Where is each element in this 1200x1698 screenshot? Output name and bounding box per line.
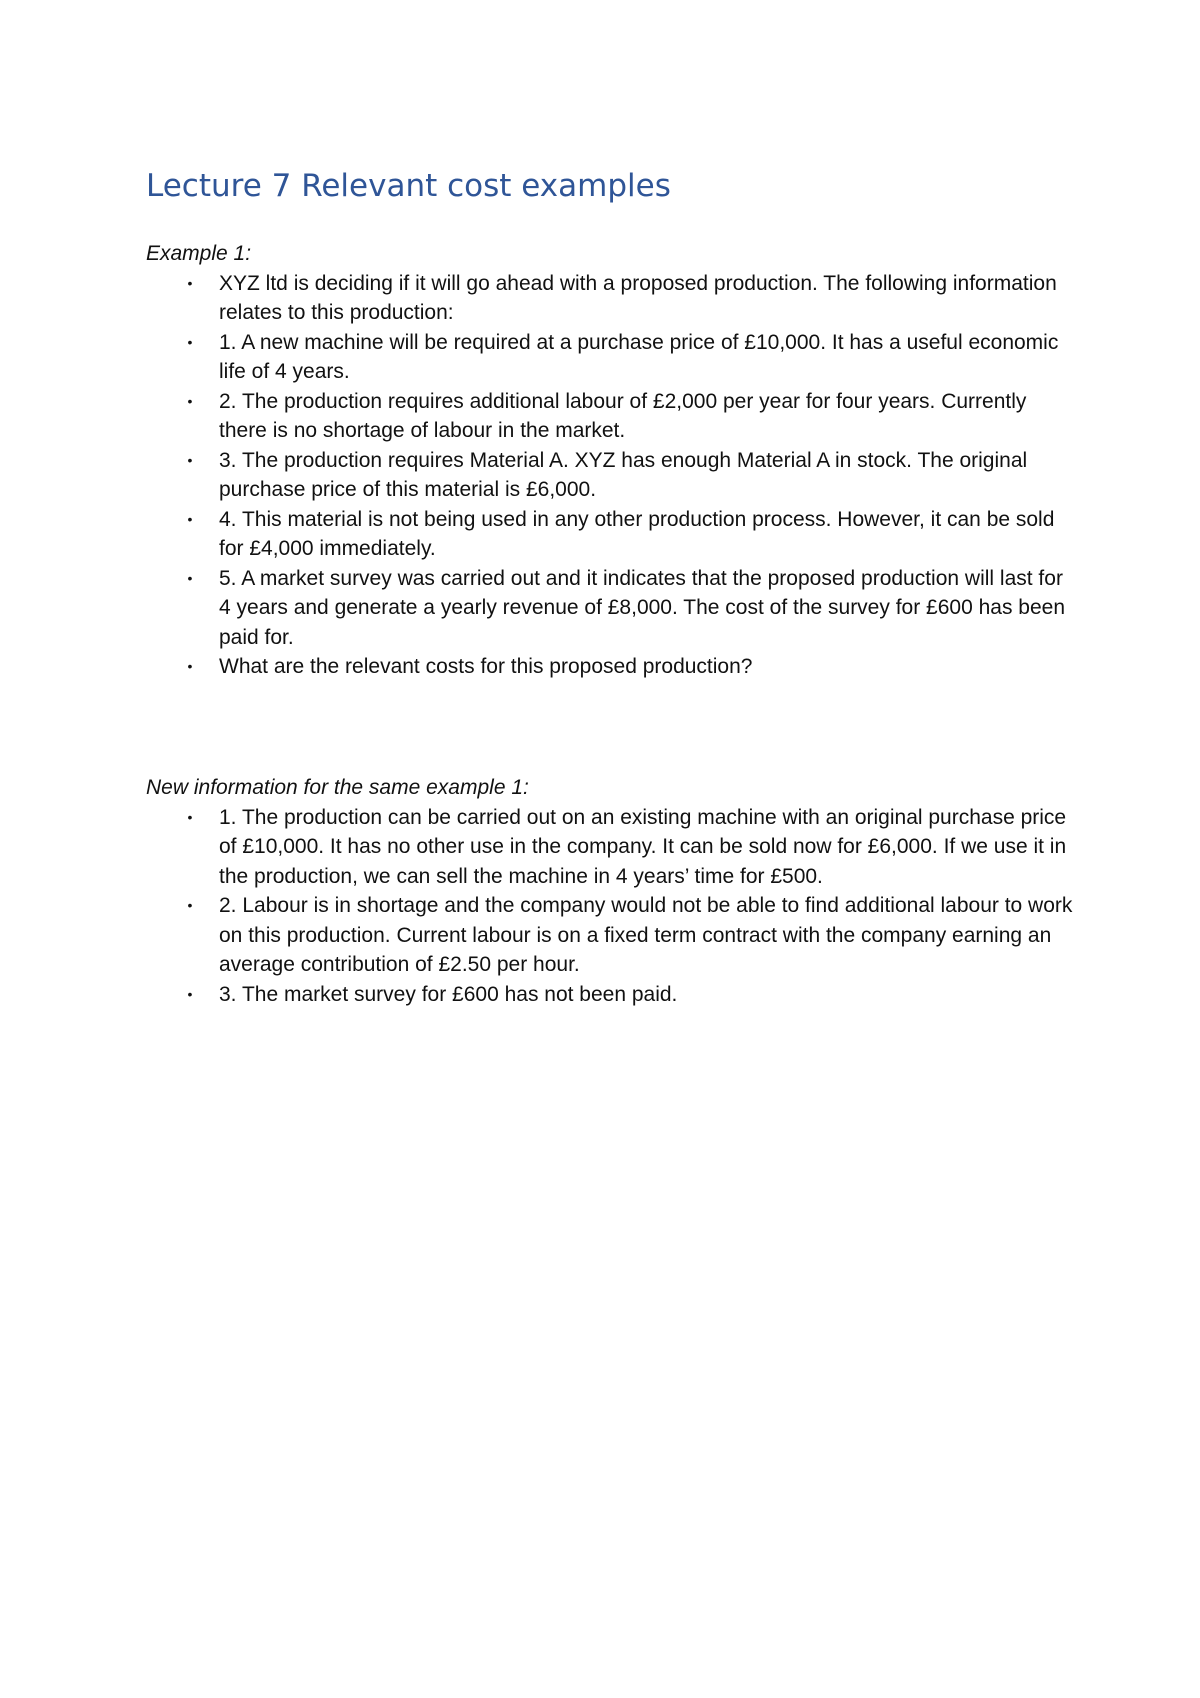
list-item [146, 269, 1076, 328]
list-item-text: 1. A new machine will be required at a purchase price of £10,000. It has a useful economic life of 4 years. [219, 330, 1059, 383]
bullet-icon: • [187, 569, 193, 586]
list-item-text: 3. The market survey for £600 has not been paid. [219, 982, 678, 1006]
section-heading: New information for the same example 1: [146, 776, 529, 799]
bullet-list [146, 269, 1076, 682]
bullet-icon: • [187, 985, 193, 1002]
list-item-text: 2. The production requires additional labour of £2,000 per year for four years. Currently there is no shortage of labour in the market. [219, 389, 1027, 442]
bullet-icon: • [187, 274, 193, 291]
bullet-icon: • [187, 658, 193, 674]
list-item-text: XYZ ltd is deciding if it will go ahead with a proposed production. The following information relates to this production: [219, 271, 1057, 324]
bullet-icon: • [187, 808, 193, 825]
bullet-icon: • [187, 392, 193, 409]
list-item [146, 505, 1076, 564]
list-item [146, 803, 1076, 892]
list-item [146, 446, 1076, 505]
list-item [146, 564, 1076, 653]
example-1-section [146, 239, 1076, 682]
list-item [146, 652, 1076, 682]
bullet-icon: • [187, 510, 193, 527]
list-item-text: 3. The production requires Material A. XYZ has enough Material A in stock. The original purchase price of this material is £6,000. [219, 448, 1028, 501]
list-item-text: 5. A market survey was carried out and it indicates that the proposed production will last for 4 years and generate a yearly revenue of £8,000. The cost of the survey for £600 has been paid for. [219, 566, 1065, 649]
list-item-text: 1. The production can be carried out on an existing machine with an original purchase price of £10,000. It has no other use in the company. It can be sold now for £6,000. If we use it in the production, we can sell the machine in 4 years’ time for £500. [219, 805, 1067, 888]
list-item-text: 4. This material is not being used in any other production process. However, it can be sold for £4,000 immediately. [219, 507, 1055, 560]
list-item-text: 2. Labour is in shortage and the company would not be able to find additional labour to work on this production. Current labour is on a fixed term contract with the company earning an average contribution of £2.50 per hour. [219, 894, 1073, 976]
bullet-icon: • [187, 451, 193, 468]
list-item [146, 891, 1076, 980]
list-item [146, 387, 1076, 446]
bullet-list [146, 803, 1076, 1010]
section-heading: Example 1: [146, 242, 252, 265]
list-item [146, 328, 1076, 387]
page-title: Lecture 7 Relevant cost examples [146, 168, 671, 204]
list-item [146, 980, 1076, 1010]
list-item-text: What are the relevant costs for this proposed production? [219, 655, 753, 678]
new-information-section [146, 773, 1076, 1009]
bullet-icon: • [187, 897, 193, 913]
bullet-icon: • [187, 333, 193, 350]
